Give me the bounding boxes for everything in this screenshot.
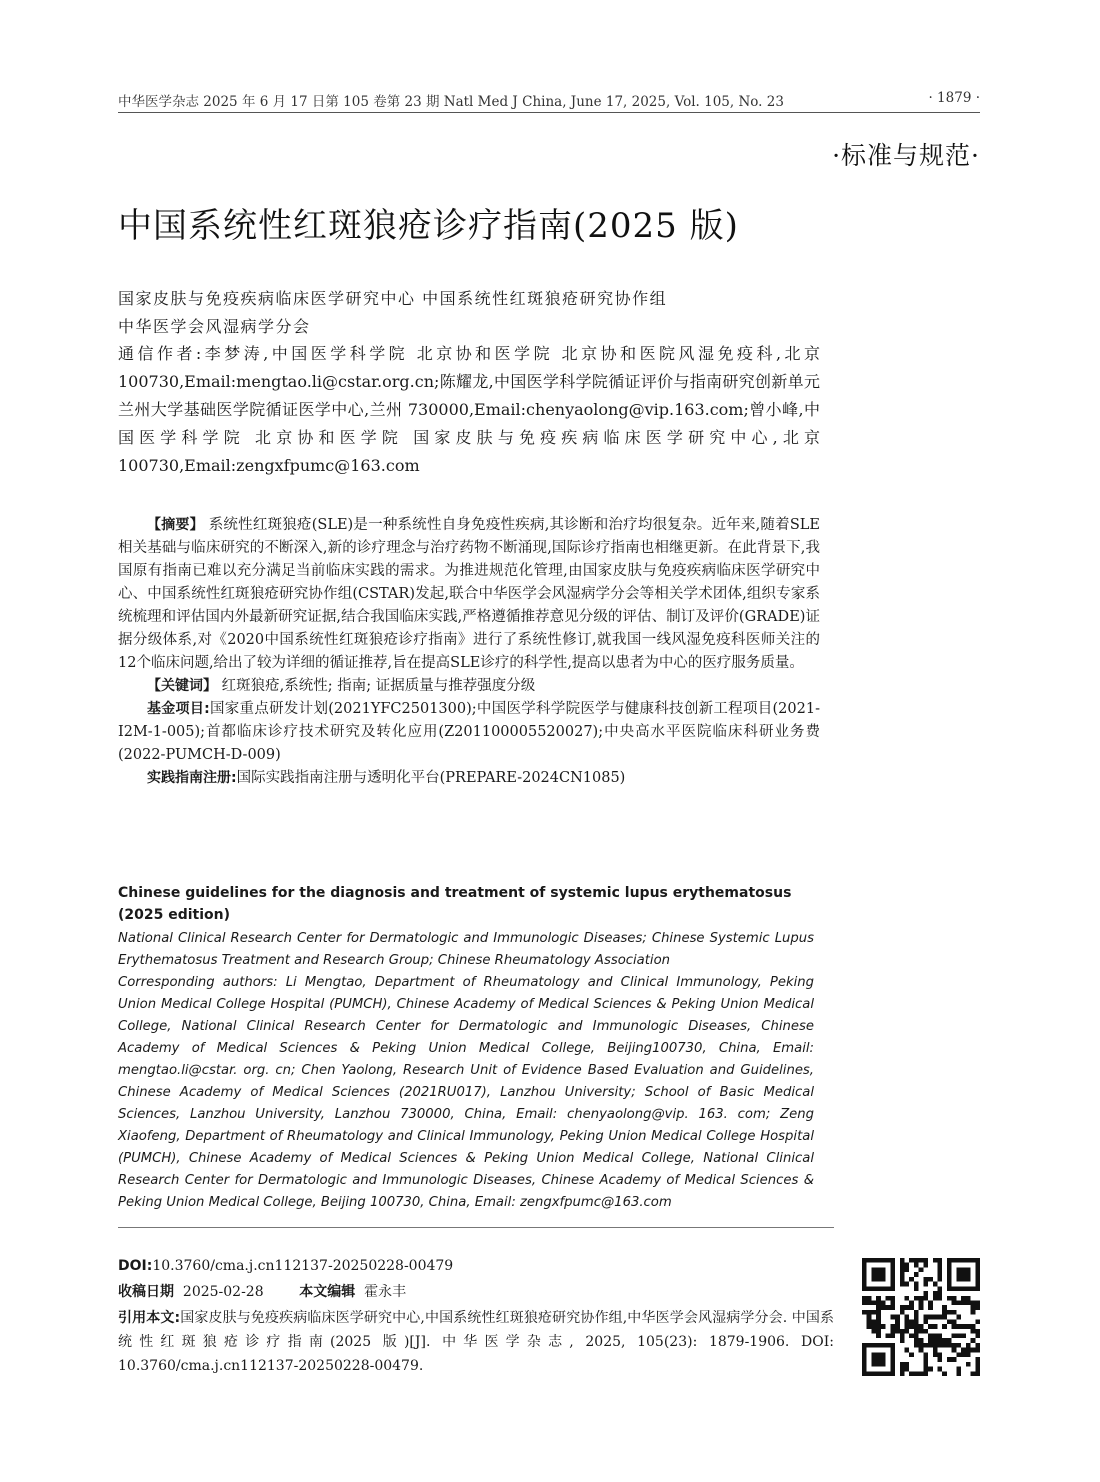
funding-paragraph — [118, 698, 820, 767]
editor-label: 本文编辑 — [299, 1284, 356, 1300]
registration-label: 实践指南注册: — [147, 770, 237, 786]
citation-label: 引用本文: — [118, 1310, 181, 1326]
affiliation-line-1: 国家皮肤与免疫疾病临床医学研究中心 中国系统性红斑狼疮研究协作组 — [118, 289, 668, 308]
doi-line — [118, 1254, 834, 1278]
citation-text: 国家皮肤与免疫疾病临床医学研究中心,中国系统性红斑狼疮研究协作组,中华医学会风湿病学分会. 中国系统性红斑狼疮诊疗指南(2025 版)[J]. 中华医学杂志, 2025, 105(23): 1879-1906. DOI: 10.3760/cma.j.cn112137-20250228-00479. — [118, 1310, 834, 1374]
keywords-text: 红斑狼疮,系统性; 指南; 证据质量与推荐强度分级 — [221, 678, 536, 694]
received-line — [118, 1280, 834, 1304]
editor-name: 霍永丰 — [364, 1284, 407, 1300]
english-title: Chinese guidelines for the diagnosis and treatment of systemic lupus erythematosus (2025 edition) — [118, 885, 792, 923]
received-date: 2025-02-28 — [182, 1284, 264, 1300]
page-number: · 1879 · — [928, 90, 980, 106]
corresponding-authors: 通信作者:李梦涛,中国医学科学院 北京协和医学院 北京协和医院风湿免疫科,北京 100730,Email:mengtao.li@cstar.org.cn;陈耀龙,中国医学科学院循证评价与指南研究创新单元 兰州大学基础医学院循证医学中心,兰州 730000,Email:chenyaolong@vip.163.com;曾小峰,中国医学科学院 北京协和医学院 国家皮肤与免疫疾病临床医学研究中心,北京 100730,Email:zengxfpumc@163.com — [118, 344, 820, 475]
keywords-paragraph — [118, 675, 820, 698]
citation-block — [118, 1306, 834, 1378]
registration-paragraph — [118, 767, 820, 790]
header-divider — [118, 112, 980, 113]
affiliation-line-2: 中华医学会风湿病学分会 — [118, 317, 311, 336]
english-corresponding: Corresponding authors: Li Mengtao, Department of Rheumatology and Clinical Immunology, Peking Union Medical College Hospital (PUMCH), Chinese Academy of Medical Sciences & Peking Union Medical College, National Clinical Research Center for Dermatologic and Immunologic Diseases, Chinese Academy of Medical Sciences & Peking Union Medical College, Beijing100730, China, Email: mengtao.li@cstar. org. cn; Chen Yaolong, Research Unit of Evidence Based Evaluation and Guidelines, Chinese Academy of Medical Sciences (2021RU017), Lanzhou University; School of Basic Medical Sciences, Lanzhou University, Lanzhou 730000, China, Email: chenyaolong@vip. 163. com; Zeng Xiaofeng, Department of Rheumatology and Clinical Immunology, Peking Union Medical College Hospital (PUMCH), Chinese Academy of Medical Sciences & Peking Union Medical College, National Clinical Research Center for Dermatologic and Immunologic Diseases, Chinese Academy of Medical Sciences & Peking Union Medical College, Beijing 100730, China, Email: zengxfpumc@163.com — [118, 975, 814, 1210]
registration-text: 国际实践指南注册与透明化平台(PREPARE-2024CN1085) — [236, 770, 626, 786]
doi-label: DOI: — [118, 1258, 153, 1274]
article-title: 中国系统性红斑狼疮诊疗指南(2025 版) — [118, 206, 739, 246]
abstract-paragraph — [118, 514, 820, 675]
funding-label: 基金项目: — [147, 701, 210, 717]
abstract-label: 【摘要】 — [147, 517, 204, 533]
section-tag: ·标准与规范· — [832, 141, 980, 170]
english-affiliations: National Clinical Research Center for Dermatologic and Immunologic Diseases; Chinese Systemic Lupus Erythematosus Treatment and Research Group; Chinese Rheumatology Association — [118, 931, 814, 968]
journal-citation-line: 中华医学杂志 2025 年 6 月 17 日第 105 卷第 23 期 Natl Med J China, June 17, 2025, Vol. 105, No. 23 — [118, 94, 784, 110]
funding-text: 国家重点研发计划(2021YFC2501300);中国医学科学院医学与健康科技创新工程项目(2021-I2M-1-005);首都临床诊疗技术研究及转化应用(Z201100005520027);中央高水平医院临床科研业务费(2022-PUMCH-D-009) — [118, 701, 820, 763]
abstract-text: 系统性红斑狼疮(SLE)是一种系统性自身免疫性疾病,其诊断和治疗均很复杂。近年来,随着SLE相关基础与临床研究的不断深入,新的诊疗理念与治疗药物不断涌现,国际诊疗指南也相继更新。在此背景下,我国原有指南已难以充分满足当前临床实践的需求。为推进规范化管理,由国家皮肤与免疫疾病临床医学研究中心、中国系统性红斑狼疮研究协作组(CSTAR)发起,联合中华医学会风湿病学分会等相关学术团体,组织专家系统梳理和评估国内外最新研究证据,结合我国临床实践,严格遵循推荐意见分级的评估、制订及评价(GRADE)证据分级体系,对《2020中国系统性红斑狼疮诊疗指南》进行了系统性修订,就我国一线风湿免疫科医师关注的12个临床问题,给出了较为详细的循证推荐,旨在提高SLE诊疗的科学性,提高以患者为中心的医疗服务质量。 — [118, 517, 821, 671]
received-label: 收稿日期 — [118, 1284, 174, 1300]
qr-code[interactable] — [862, 1258, 980, 1376]
footer-divider — [118, 1227, 834, 1228]
english-block — [118, 882, 814, 1214]
keywords-label: 【关键词】 — [147, 678, 217, 694]
doi-link[interactable]: 10.3760/cma.j.cn112137-20250228-00479 — [152, 1258, 454, 1274]
abstract-block — [118, 514, 820, 790]
